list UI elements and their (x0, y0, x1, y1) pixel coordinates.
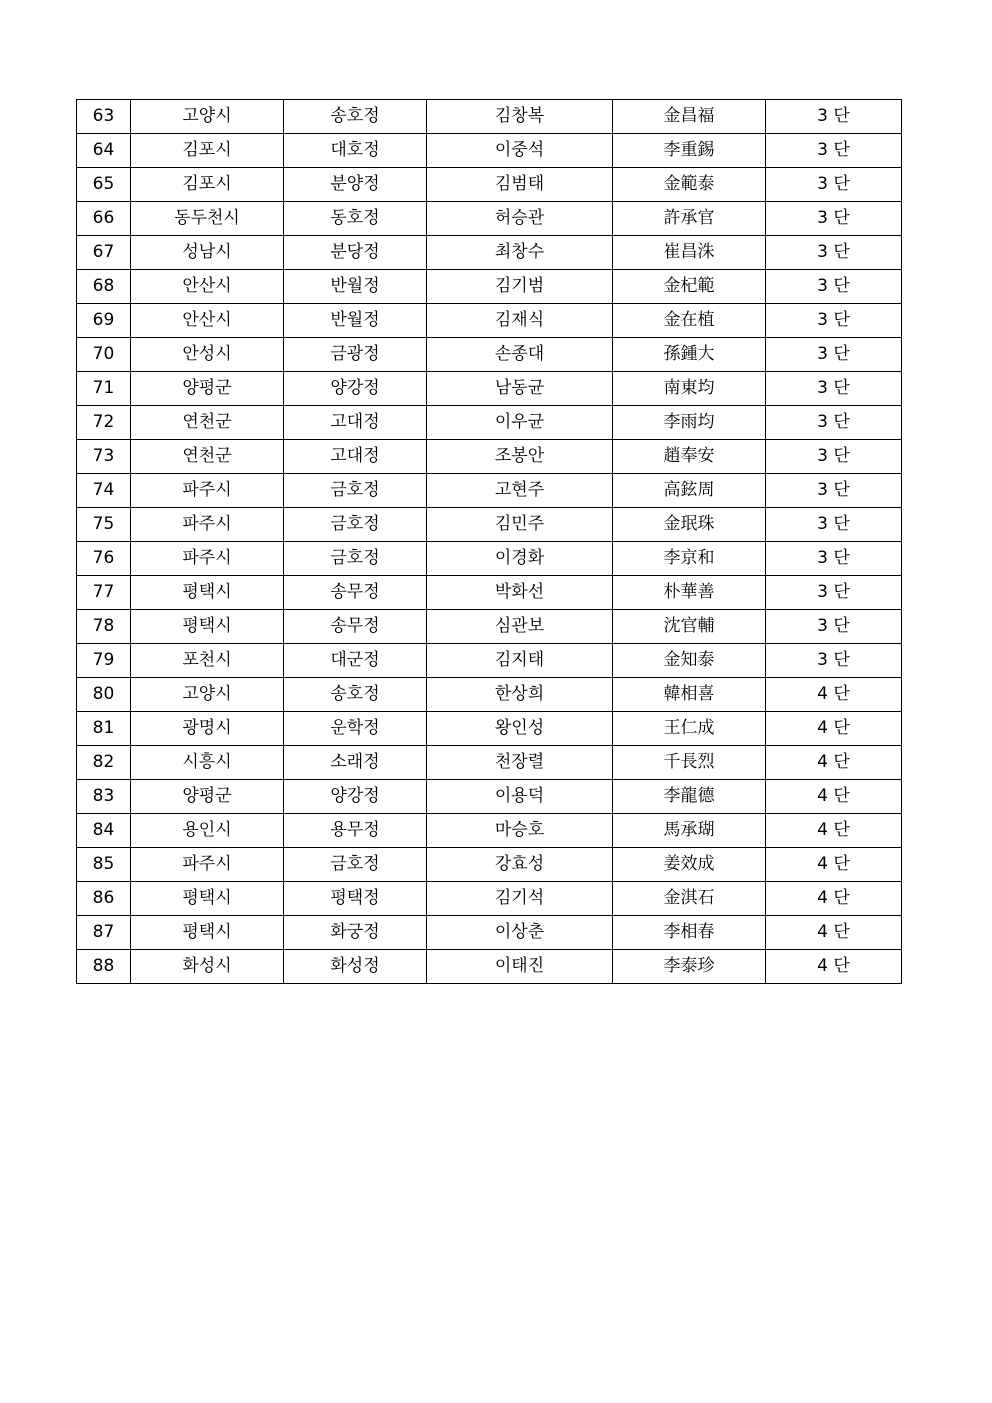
club-cell: 금호정 (284, 474, 427, 508)
table-row (77, 678, 902, 712)
table-row (77, 916, 902, 950)
row-number-cell: 76 (77, 542, 131, 576)
city-cell: 양평군 (131, 372, 284, 406)
member-hanja-name-cell: 金淇石 (613, 882, 766, 916)
city-cell: 평택시 (131, 610, 284, 644)
dan-rank-cell: 3 단 (766, 474, 902, 508)
city-cell: 고양시 (131, 100, 284, 134)
dan-rank-cell: 3 단 (766, 338, 902, 372)
city-cell: 파주시 (131, 474, 284, 508)
member-hanja-name-cell: 李雨均 (613, 406, 766, 440)
table-row (77, 780, 902, 814)
dan-rank-cell: 4 단 (766, 848, 902, 882)
city-cell: 파주시 (131, 508, 284, 542)
member-name-cell: 이우균 (427, 406, 613, 440)
member-hanja-name-cell: 李相春 (613, 916, 766, 950)
city-cell: 포천시 (131, 644, 284, 678)
table-row (77, 304, 902, 338)
dan-rank-cell: 3 단 (766, 270, 902, 304)
member-name-cell: 한상희 (427, 678, 613, 712)
club-cell: 대군정 (284, 644, 427, 678)
club-cell: 송호정 (284, 100, 427, 134)
club-cell: 금호정 (284, 848, 427, 882)
member-hanja-name-cell: 高鉉周 (613, 474, 766, 508)
row-number-cell: 68 (77, 270, 131, 304)
member-name-cell: 이경화 (427, 542, 613, 576)
city-cell: 시흥시 (131, 746, 284, 780)
roster-table (76, 99, 902, 984)
table-row (77, 372, 902, 406)
member-name-cell: 이태진 (427, 950, 613, 984)
table-row (77, 610, 902, 644)
dan-rank-cell: 3 단 (766, 610, 902, 644)
member-name-cell: 고현주 (427, 474, 613, 508)
member-hanja-name-cell: 千長烈 (613, 746, 766, 780)
table-row (77, 236, 902, 270)
member-hanja-name-cell: 韓相喜 (613, 678, 766, 712)
row-number-cell: 87 (77, 916, 131, 950)
row-number-cell: 88 (77, 950, 131, 984)
table-row (77, 100, 902, 134)
city-cell: 파주시 (131, 542, 284, 576)
dan-rank-cell: 3 단 (766, 542, 902, 576)
member-hanja-name-cell: 李龍德 (613, 780, 766, 814)
club-cell: 송호정 (284, 678, 427, 712)
club-cell: 송무정 (284, 610, 427, 644)
city-cell: 김포시 (131, 134, 284, 168)
member-hanja-name-cell: 李重錫 (613, 134, 766, 168)
member-name-cell: 강효성 (427, 848, 613, 882)
table-row (77, 746, 902, 780)
member-hanja-name-cell: 金杞範 (613, 270, 766, 304)
dan-rank-cell: 4 단 (766, 746, 902, 780)
member-name-cell: 김창복 (427, 100, 613, 134)
dan-rank-cell: 3 단 (766, 406, 902, 440)
member-hanja-name-cell: 金在植 (613, 304, 766, 338)
dan-rank-cell: 4 단 (766, 678, 902, 712)
member-hanja-name-cell: 沈官輔 (613, 610, 766, 644)
club-cell: 금호정 (284, 542, 427, 576)
city-cell: 안성시 (131, 338, 284, 372)
table-row (77, 474, 902, 508)
row-number-cell: 74 (77, 474, 131, 508)
member-name-cell: 천장렬 (427, 746, 613, 780)
row-number-cell: 65 (77, 168, 131, 202)
dan-rank-cell: 4 단 (766, 882, 902, 916)
row-number-cell: 71 (77, 372, 131, 406)
row-number-cell: 80 (77, 678, 131, 712)
member-hanja-name-cell: 崔昌洙 (613, 236, 766, 270)
dan-rank-cell: 4 단 (766, 950, 902, 984)
member-name-cell: 남동균 (427, 372, 613, 406)
club-cell: 송무정 (284, 576, 427, 610)
table-row (77, 950, 902, 984)
table-row (77, 338, 902, 372)
row-number-cell: 85 (77, 848, 131, 882)
club-cell: 분당정 (284, 236, 427, 270)
member-name-cell: 김기범 (427, 270, 613, 304)
club-cell: 대호정 (284, 134, 427, 168)
dan-rank-cell: 3 단 (766, 100, 902, 134)
row-number-cell: 77 (77, 576, 131, 610)
dan-rank-cell: 3 단 (766, 134, 902, 168)
dan-rank-cell: 3 단 (766, 372, 902, 406)
member-hanja-name-cell: 許承官 (613, 202, 766, 236)
club-cell: 화성정 (284, 950, 427, 984)
row-number-cell: 86 (77, 882, 131, 916)
member-hanja-name-cell: 李京和 (613, 542, 766, 576)
row-number-cell: 73 (77, 440, 131, 474)
city-cell: 성남시 (131, 236, 284, 270)
dan-rank-cell: 3 단 (766, 168, 902, 202)
city-cell: 고양시 (131, 678, 284, 712)
member-name-cell: 이상춘 (427, 916, 613, 950)
member-name-cell: 마승호 (427, 814, 613, 848)
row-number-cell: 70 (77, 338, 131, 372)
club-cell: 동호정 (284, 202, 427, 236)
row-number-cell: 78 (77, 610, 131, 644)
table-row (77, 814, 902, 848)
city-cell: 용인시 (131, 814, 284, 848)
row-number-cell: 81 (77, 712, 131, 746)
member-hanja-name-cell: 姜效成 (613, 848, 766, 882)
member-hanja-name-cell: 李泰珍 (613, 950, 766, 984)
city-cell: 안산시 (131, 270, 284, 304)
member-name-cell: 김재식 (427, 304, 613, 338)
club-cell: 고대정 (284, 406, 427, 440)
dan-rank-cell: 3 단 (766, 644, 902, 678)
table-row (77, 406, 902, 440)
member-hanja-name-cell: 金範泰 (613, 168, 766, 202)
member-name-cell: 김기석 (427, 882, 613, 916)
member-name-cell: 최창수 (427, 236, 613, 270)
city-cell: 평택시 (131, 882, 284, 916)
club-cell: 화궁정 (284, 916, 427, 950)
row-number-cell: 83 (77, 780, 131, 814)
club-cell: 금광정 (284, 338, 427, 372)
member-name-cell: 이중석 (427, 134, 613, 168)
row-number-cell: 84 (77, 814, 131, 848)
club-cell: 평택정 (284, 882, 427, 916)
row-number-cell: 67 (77, 236, 131, 270)
member-name-cell: 박화선 (427, 576, 613, 610)
city-cell: 화성시 (131, 950, 284, 984)
table-row (77, 644, 902, 678)
member-name-cell: 손종대 (427, 338, 613, 372)
table-row (77, 440, 902, 474)
club-cell: 분양정 (284, 168, 427, 202)
table-row (77, 542, 902, 576)
dan-rank-cell: 4 단 (766, 712, 902, 746)
table-row (77, 508, 902, 542)
dan-rank-cell: 3 단 (766, 304, 902, 338)
table-row (77, 848, 902, 882)
row-number-cell: 69 (77, 304, 131, 338)
member-name-cell: 왕인성 (427, 712, 613, 746)
city-cell: 연천군 (131, 440, 284, 474)
table-row (77, 270, 902, 304)
club-cell: 고대정 (284, 440, 427, 474)
member-name-cell: 조봉안 (427, 440, 613, 474)
member-hanja-name-cell: 金珉珠 (613, 508, 766, 542)
member-name-cell: 김범태 (427, 168, 613, 202)
city-cell: 동두천시 (131, 202, 284, 236)
city-cell: 평택시 (131, 576, 284, 610)
row-number-cell: 66 (77, 202, 131, 236)
dan-rank-cell: 3 단 (766, 236, 902, 270)
row-number-cell: 72 (77, 406, 131, 440)
table-row (77, 134, 902, 168)
row-number-cell: 64 (77, 134, 131, 168)
dan-rank-cell: 4 단 (766, 780, 902, 814)
city-cell: 광명시 (131, 712, 284, 746)
member-hanja-name-cell: 南東均 (613, 372, 766, 406)
row-number-cell: 63 (77, 100, 131, 134)
member-hanja-name-cell: 朴華善 (613, 576, 766, 610)
club-cell: 금호정 (284, 508, 427, 542)
row-number-cell: 79 (77, 644, 131, 678)
table-row (77, 882, 902, 916)
club-cell: 반월정 (284, 270, 427, 304)
dan-rank-cell: 4 단 (766, 814, 902, 848)
member-hanja-name-cell: 金知泰 (613, 644, 766, 678)
city-cell: 평택시 (131, 916, 284, 950)
dan-rank-cell: 3 단 (766, 508, 902, 542)
city-cell: 연천군 (131, 406, 284, 440)
dan-rank-cell: 3 단 (766, 576, 902, 610)
row-number-cell: 75 (77, 508, 131, 542)
dan-rank-cell: 3 단 (766, 202, 902, 236)
club-cell: 양강정 (284, 372, 427, 406)
club-cell: 운학정 (284, 712, 427, 746)
member-hanja-name-cell: 王仁成 (613, 712, 766, 746)
member-hanja-name-cell: 馬承瑚 (613, 814, 766, 848)
member-name-cell: 허승관 (427, 202, 613, 236)
city-cell: 파주시 (131, 848, 284, 882)
dan-rank-cell: 3 단 (766, 440, 902, 474)
roster-table-body (77, 100, 902, 984)
club-cell: 소래정 (284, 746, 427, 780)
city-cell: 안산시 (131, 304, 284, 338)
club-cell: 양강정 (284, 780, 427, 814)
table-row (77, 168, 902, 202)
member-hanja-name-cell: 趙奉安 (613, 440, 766, 474)
member-hanja-name-cell: 金昌福 (613, 100, 766, 134)
table-row (77, 202, 902, 236)
table-row (77, 576, 902, 610)
member-name-cell: 김민주 (427, 508, 613, 542)
member-name-cell: 심관보 (427, 610, 613, 644)
member-hanja-name-cell: 孫鍾大 (613, 338, 766, 372)
row-number-cell: 82 (77, 746, 131, 780)
city-cell: 양평군 (131, 780, 284, 814)
dan-rank-cell: 4 단 (766, 916, 902, 950)
club-cell: 용무정 (284, 814, 427, 848)
club-cell: 반월정 (284, 304, 427, 338)
table-row (77, 712, 902, 746)
city-cell: 김포시 (131, 168, 284, 202)
member-name-cell: 김지태 (427, 644, 613, 678)
member-name-cell: 이용덕 (427, 780, 613, 814)
